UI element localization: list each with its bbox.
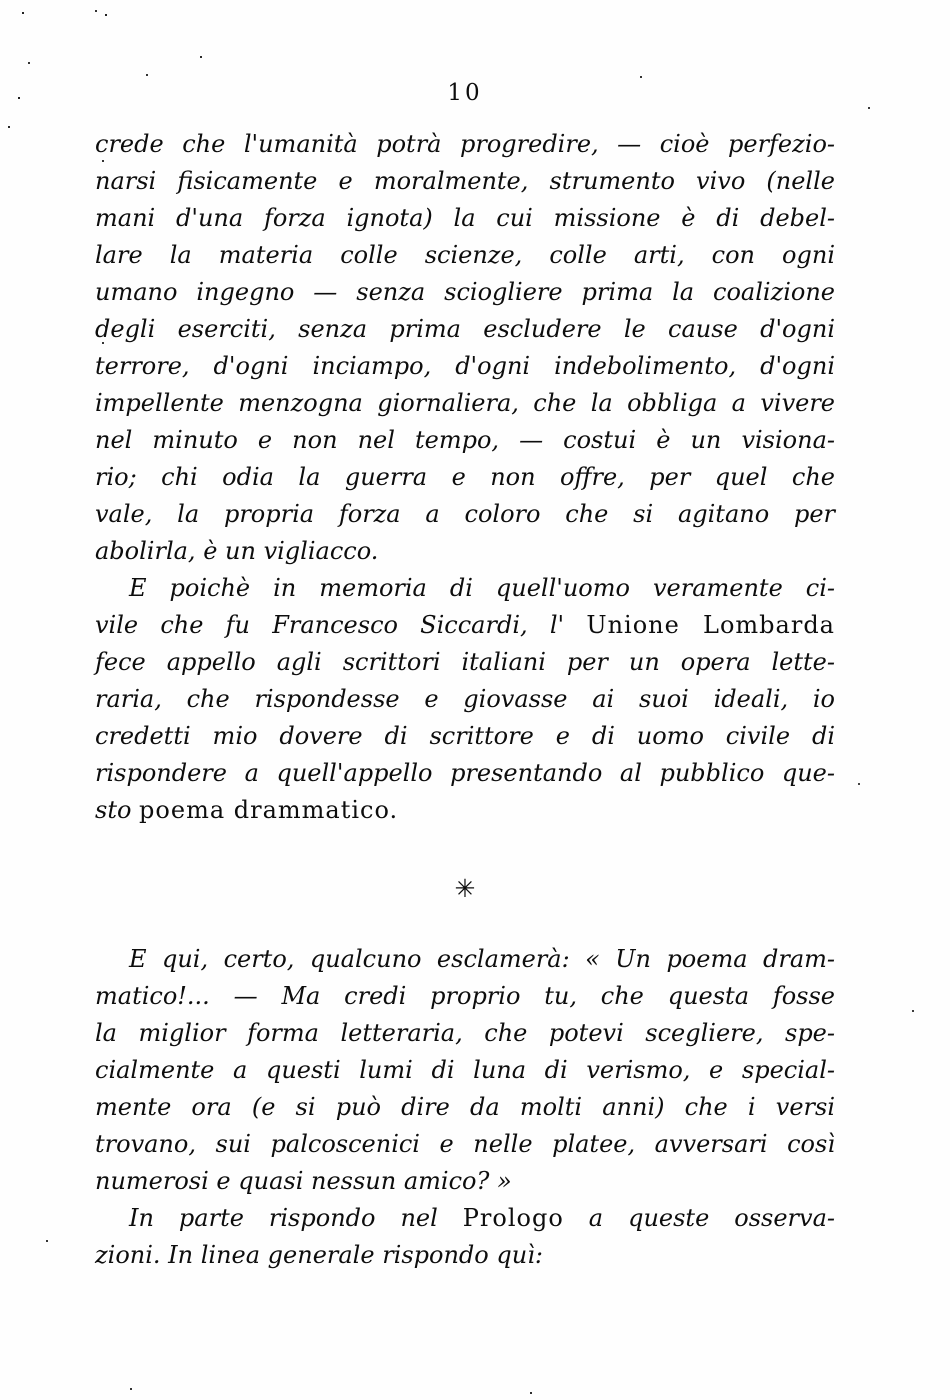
italic-text-segment: degli eserciti, senza prima escludere le cause d'ogni: [95, 315, 835, 343]
italic-text-segment: rispondere a quell'appello presentando al pubblico que-: [95, 759, 835, 787]
text-line: [95, 459, 835, 496]
italic-text-segment: trovano, sui palcoscenici e nelle platee, avversari così: [95, 1130, 835, 1158]
text-line: [95, 978, 835, 1015]
text-line: [95, 348, 835, 385]
paragraph: [95, 941, 835, 1200]
italic-text-segment: lare la materia colle scienze, colle arti, con ogni: [95, 241, 835, 269]
italic-text-segment: rio; chi odia la guerra e non offre, per quel che: [95, 463, 835, 491]
roman-text-segment: poema drammatico.: [139, 796, 399, 824]
italic-text-segment: la miglior forma letteraria, che potevi scegliere, spe-: [95, 1019, 835, 1047]
text-line: [95, 1126, 835, 1163]
text-line: [95, 1237, 835, 1274]
italic-text-segment: a queste osserva-: [563, 1204, 835, 1232]
paragraph: [95, 1200, 835, 1274]
italic-text-segment: In parte rispondo nel: [129, 1204, 463, 1232]
italic-text-segment: cialmente a questi lumi di luna di verismo, e special-: [95, 1056, 835, 1084]
italic-text-segment: fece appello agli scrittori italiani per un opera lette-: [95, 648, 835, 676]
roman-text-segment: Prologo: [462, 1204, 564, 1232]
text-line: [95, 533, 835, 570]
italic-text-segment: mente ora (e si può dire da molti anni) che i versi: [95, 1093, 835, 1121]
italic-text-segment: matico!... — Ma credi proprio tu, che questa fosse: [95, 982, 835, 1010]
text-line: [95, 644, 835, 681]
roman-text-segment: Unione Lombarda: [586, 611, 835, 639]
text-line: [95, 755, 835, 792]
text-line: [95, 496, 835, 533]
page-number: 10: [447, 80, 483, 106]
text-line: [95, 126, 835, 163]
italic-text-segment: credetti mio dovere di scrittore e di uomo civile di: [95, 722, 835, 750]
text-line: [95, 1163, 835, 1200]
italic-text-segment: nel minuto e non nel tempo, — costui è un visiona-: [95, 426, 835, 454]
text-line: [95, 1200, 835, 1237]
text-line: [95, 718, 835, 755]
italic-text-segment: impellente menzogna giornaliera, che la obbliga a vivere: [95, 389, 835, 417]
text-line: [95, 570, 835, 607]
italic-text-segment: E poichè in memoria di quell'uomo veramente ci-: [129, 574, 835, 602]
text-line: [95, 422, 835, 459]
italic-text-segment: umano ingegno — senza sciogliere prima la coalizione: [95, 278, 835, 306]
text-line: [95, 237, 835, 274]
text-line: [95, 607, 835, 644]
section-divider-asterisk: ✳: [454, 873, 476, 903]
text-line: [95, 385, 835, 422]
text-line: [95, 200, 835, 237]
paragraph: [95, 570, 835, 829]
paragraph: [95, 126, 835, 570]
text-line: [95, 1052, 835, 1089]
italic-text-segment: zioni. In linea generale rispondo quì:: [95, 1241, 543, 1269]
text-line: [95, 1089, 835, 1126]
italic-text-segment: raria, che rispondesse e giovasse ai suoi ideali, io: [95, 685, 835, 713]
italic-text-segment: abolirla, è un vigliacco.: [95, 537, 379, 565]
italic-text-segment: numerosi e quasi nessun amico? »: [95, 1167, 512, 1195]
text-line: [95, 274, 835, 311]
italic-text-segment: mani d'una forza ignota) la cui missione è di debel-: [95, 204, 835, 232]
text-line: [95, 163, 835, 200]
italic-text-segment: E qui, certo, qualcuno esclamerà: « Un poema dram-: [129, 945, 835, 973]
italic-text-segment: crede che l'umanità potrà progredire, — cioè perfezio-: [95, 130, 835, 158]
italic-text-segment: sto: [95, 796, 140, 824]
italic-text-segment: vale, la propria forza a coloro che si agitano per: [95, 500, 835, 528]
text-line: [95, 1015, 835, 1052]
text-line: [95, 941, 835, 978]
italic-text-segment: terrore, d'ogni inciampo, d'ogni indebolimento, d'ogni: [95, 352, 835, 380]
text-line: [95, 681, 835, 718]
text-line: [95, 792, 835, 829]
italic-text-segment: narsi fisicamente e moralmente, strumento vivo (nelle: [95, 167, 835, 195]
scan-noise-specks: [0, 0, 2, 2]
page-text: [95, 126, 835, 1274]
italic-text-segment: vile che fu Francesco Siccardi, l': [95, 611, 587, 639]
text-line: [95, 311, 835, 348]
